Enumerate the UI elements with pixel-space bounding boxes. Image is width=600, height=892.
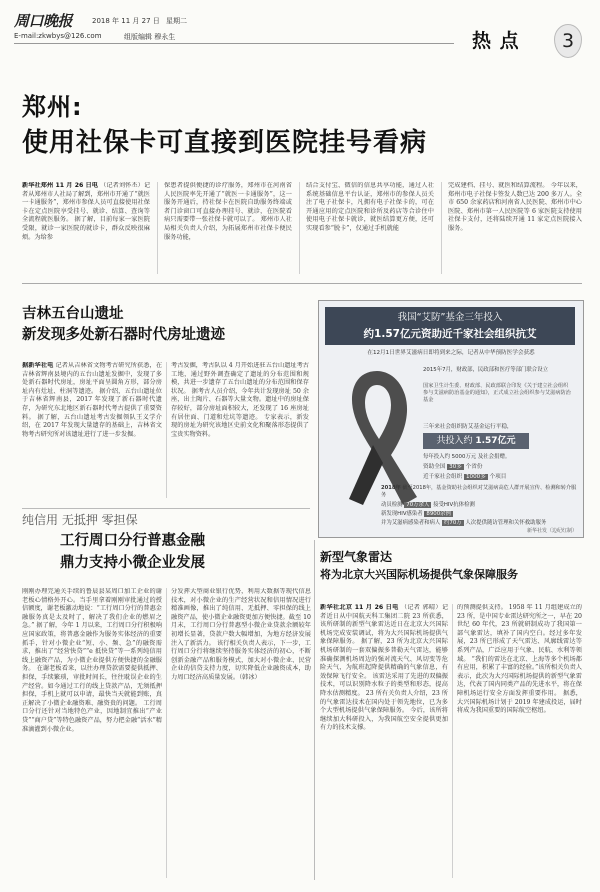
bank-story-tagline: 纯信用 无抵押 零担保 [22,513,138,527]
aids-stat-1 [381,501,577,509]
date-text: 2018 年 11 月 27 日 [92,17,160,25]
aids-total-invest-label: 共投入约 [436,436,473,446]
main-story-kicker: 郑州: [22,93,83,121]
bank-story-column-1 [22,588,162,880]
radar-story-dateline: 新华社北京 11 月 26 日电 [320,604,399,611]
aids-credit: 新华社发（边纪红制） [526,528,577,534]
radar-story-col1-text: （记者 郭晴）记者近日从中国航天科工集团二院 23 所获悉，该所研制的新型气象雷达近日在北京大兴国际机场完成安装调试，将为大兴国际机场提供气象保障服务。 据了解，23 所为北京大兴国际机场研制的一套双偏振多普勒天气雷达，能够准确探测机场周边的强对流天气、风切变等危险天气，为航班起降提供精确的气象信息，有效保障飞行安全。 该雷达采用了先进的双偏振技术，可以识别降水粒子的类型和形态，提高降水估测精度。 23 所有关负责人介绍，23 所的气象雷达技术在国内处于领先地位，已为多个大型机场提供气象保障服务。 今后，该所将继续加大科研投入，为我国航空安全提供更加有力的技术支撑。 [320,604,448,732]
main-story-col3-text: 结合支付宝、微信的信息共享功能，通过人社系统基础信息平台认证，郑州市的参保人员关注了电子社保卡，凡拥有电子社保卡的，可在开通应用的定点医院和诊所及药店等合诊住中使用电子社保卡就诊，就医结算更方便，还可实现看参“脱卡”，仅通过手机就能 [306,182,434,232]
relic-story-dateline: 据新华社电 [22,362,54,369]
section-divider-2 [22,508,310,509]
aids-projects-unit: 个项目 [489,474,507,480]
aids-stat2-value: 8900余例 [426,511,451,517]
main-story-col1-text: （记者刘怀丕）记者从郑州市人社局了解到，郑州市开通了“就医一卡通服务”，郑州市参保人员可直接使用社保卡在定点医院享受挂号、就诊、结算、查询等全流程就医服务。 据了解，目前每家一家医院受限，就诊一家医院的就诊卡，群众反映很麻烦。为给参 [22,182,150,241]
relic-story-col2-text: 考古发掘，考古队以 4 月开始进驻五台山遗址考古工地，通过野外调查确定了遗址的分布范围和规模，共进一步遗存了五台山遗址的分布范围和保存状况。 据考古人员介绍，今年共计发现房址 50 余座，出土陶片、石器等大量文物。遗址中的房址保存较好，部分房址面积较大，还发现了 16 座房址有居住面、门道和灶坑等遗迹。 专家表示，新发现的房址为研究该地区史前文化和聚落形态提供了宝贵实物资料。 [171,362,309,438]
main-story-dateline: 新华社郑州 11 月 26 日电 [22,182,99,189]
relic-story-column-2 [171,362,309,500]
aids-stat-3 [381,519,577,527]
radar-story-title-line2: 将为北京大兴国际机场提供气象保障服务 [320,568,518,581]
aids-stat3-label: 并为艾滋病感染者和病人 [381,520,441,526]
editor-credit: 组版编辑 穆永生 [124,33,176,41]
aids-title-bar [325,307,575,345]
relic-story-column-1 [22,362,162,500]
aids-title-line2: 约1.57亿元资助近千家社会组织抗艾 [363,328,537,340]
aids-orgs-label: 近千家社会组织 [423,474,463,480]
aids-stat3-value: 约70万 [444,520,462,526]
masthead [0,0,600,78]
aids-funded-label: 资助全国 [423,464,446,470]
radar-story-col2-text: 的预测提供支持。 1958 年 11 月组建成立的 23 所，是中国专业雷达研究所之一，早在 20 世纪 60 年代，23 所就研制成功了我国第一部气象雷达，填补了国内空白。经过多年发展，23 所已形成了天气雷达、风廓线雷达等系列产品，广泛应用于气象、民航、水利等领域。 “我们的雷达在北京、上海等多个机场都有应用，积累了丰富的经验。”该所相关负责人表示，此次为大兴国际机场提供的新型气象雷达，代表了国内同类产品的先进水平，将在保障机场运行安全方面发挥重要作用。 据悉，大兴国际机场计划于 2019 年建成投运，届时将成为我国重要的国际航空枢纽。 [457,604,582,715]
aids-year-2018-text: 截至2018年，基金资助社会组织对艾滋病高危人群开展宣传、检测和转介服务 [381,485,577,499]
aids-stat-2 [381,510,577,518]
section-divider [22,283,582,284]
weekday-text: 星期二 [166,17,187,25]
aids-three-years: 三年来社会组织防艾基金运行平稳， [423,424,513,430]
aids-stat1-label: 动员检测 [381,502,403,508]
main-story-column-3 [306,182,434,278]
main-story-column-1 [22,182,150,278]
aids-title-line1: 我国“艾防”基金三年投入 [397,312,503,323]
main-story-col2-text: 保患者提供便捷的诊疗服务，郑州市在河南省人民医院率先开通了“就医一卡通服务”，这一服务开通后，持社保卡在医院自助服务终端或者门诊窗口可直接办理挂号、就诊，在医院看病只需要带一张社保卡就可以了。 郑州市人社局相关负责人介绍，为拓展郑州市社保卡便民服务功能， [164,182,292,241]
aids-orgs-row [423,473,573,482]
aids-stat3-tail: 人次提供随访管理和关怀救助服务 [465,520,547,526]
main-story-column-2 [164,182,292,278]
email-text: E-mail:zkwbys@126.com [14,32,102,40]
aids-infographic [318,300,584,538]
radar-story-column-1 [320,604,448,880]
bank-story-title-line2: 鼎力支持小微企业发展 [60,555,205,571]
masthead-rule [14,43,454,44]
newspaper-logo: 周口晚报 [14,12,73,30]
relic-story-title-line1: 吉林五台山遗址 [22,306,124,322]
relic-story-title-line2: 新发现多处新石器时代房址遗迹 [22,327,225,343]
aids-year-2015: 2015年7月，财政部，民政部和医疗等部门联合设立 [423,367,548,373]
bank-story-headline [60,530,310,574]
main-story-headline [22,92,582,160]
aids-orgs-count: 1000多 [465,474,486,480]
page-number: 3 [561,30,575,52]
page-number-badge [554,24,582,58]
relic-story-col1-text: 记者从吉林省文物考古研究所获悉，在吉林省辉南县境内的五台山遗址发掘中，发现了多处新石器时代房址，房址平面呈圆角方形，部分房址内有灶址、柱洞等遗迹。 据介绍，五台山遗址位于吉林省辉南县，2017 年发现了新石器时代遗存，为研究东北地区新石器时代考古提供了重要资料。 据了解，五台山遗址考古发掘领队王义学介绍，在 2017 年发现大量遗存的基础上，吉林省文物考古研究所对该遗址进行了进一步发掘。 [22,362,162,438]
radar-story-headline [320,548,582,584]
bank-story-col1-text: 刚刚办理完通关手续的鲁晨县某周口加工企业的谢老板心情格外开心。当手里拿着刚刚审批通过的授信额度，谢老板激动地说：“工行周口分行的普惠金融服务真是太及时了，解决了我们企业的燃眉之急。” 据了解，今年 1 月以来，工行周口分行积极响应国家政策，将普惠金融作为服务实体经济的重要抓手，针对小微企业“短、小、频、急”的融资需求，推出了“经营快贷”“e 抵快贷”等一系列纯信用线上融资产品，为小微企业提供方便快捷的金融服务。 在谢老板看来，以往办理贷款需要提供抵押、担保，手续繁琐，审批时间长，往往耽误企业的生产经营。如今通过工行的线上贷款产品，无须抵押担保，手机上就可以申请，最快当天就能到账，真正解决了小微企业融资难、融资贵的问题。 工行周口分行还针对当地特色产业，因地制宜推出“产业贷”“商户贷”等特色融资产品，努力把金融“活水”精准滴灌到小微企业。 [22,588,162,733]
aids-2018-block [381,485,577,499]
radar-story-title-line1: 新型气象雷达 [320,550,393,564]
aids-fund-desc: 国家卫生计生委、财政部、民政部联合印发《关于建立社会组织参与艾滋病防治基金的通知》，正式成立社会组织参与艾滋病防治基金 [423,383,571,404]
main-story-title: 使用社保卡可直接到医院挂号看病 [22,128,428,158]
issue-date [92,16,187,26]
aids-stat1-tail: 接受HIV抗体检测 [433,502,475,508]
aids-subtitle: 在12月1日世界艾滋病日即将到来之际，记者从中华预防医学会获悉 [367,350,535,356]
section-title: 热 点 [472,30,520,52]
aids-stat2-label: 新发现HIV感染者 [381,511,423,517]
aids-year-2018: 2018年 [381,485,401,491]
relic-story-headline [22,304,312,346]
radar-story-column-2 [457,604,582,880]
aids-per-year: 每年投入约 5000万元 及社会捐赠。 [423,454,511,460]
aids-funded-row [423,463,573,472]
aids-funded-count: 30多 [449,464,462,470]
aids-funded-unit: 个省份 [465,464,483,470]
main-story-col4-text: 完成建档、挂号、就医和结算流程。 今年以来，郑州市电子社保卡签发人数已达 200 多万人。全市 650 余家药店和河南省人民医院、郑州市中心医院、郑州市第一人民医院等 6 家医院支持使用社保卡支付，还将陆续开通 11 家定点医院接入服务。 [448,182,582,232]
bank-story-column-2 [171,588,311,880]
aids-total-invest-value: 1.57亿元 [475,436,516,446]
aids-stat1-value: 70万余人 [406,502,430,508]
aids-total-invest-box [423,433,529,449]
main-story-column-4 [448,182,582,278]
bank-story-col2-text: 分发挥大型商业银行优势，利用大数据等现代信息技术，对小微企业的生产经营状况和信用情况进行精准画像，推出了纯信用、无抵押、零担保的线上融资产品，使小微企业融资更加方便快捷。截至 10 月末，工行周口分行普惠型小微企业贷款余额较年初增长显著，贷款户数大幅增加，为地方经济发展注入了新活力。 该行相关负责人表示，下一步，工行周口分行将继续坚持服务实体经济的初心，不断创新金融产品和服务模式，加大对小微企业、民营企业的信贷支持力度，切实降低企业融资成本，助力周口经济高质量发展。（韩冰） [171,588,311,681]
bank-story-title-line1: 工行周口分行普惠金融 [60,533,205,549]
